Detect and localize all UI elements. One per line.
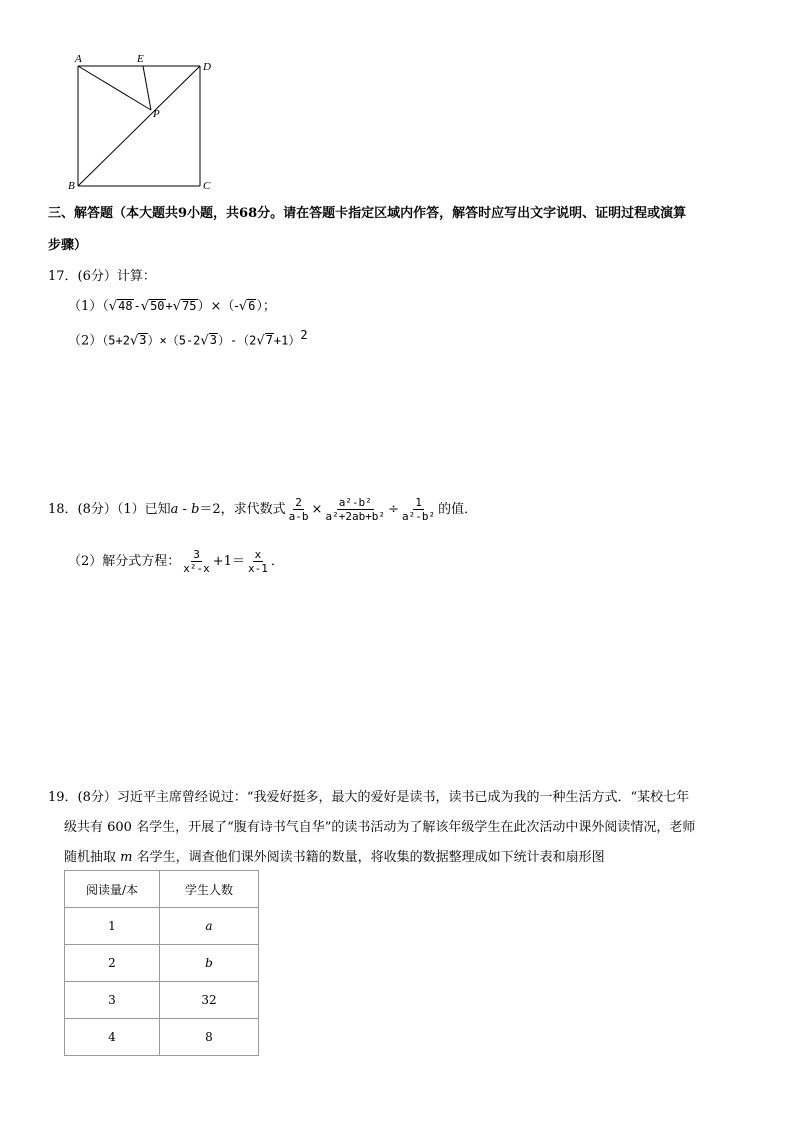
table-row <box>65 982 259 1019</box>
label-a: A <box>75 53 82 65</box>
q17-part1-minus: - <box>133 299 141 313</box>
q17-part1-radicand-3: 75 <box>182 299 197 313</box>
label-c: C <box>203 180 211 192</box>
q17-part1-open: （ <box>102 299 109 314</box>
equation-fraction-1-numerator: 3 <box>193 548 200 561</box>
sqrt-icon: √ <box>256 333 265 349</box>
fraction-3-numerator: 1 <box>415 496 422 509</box>
q17-part2-a: （5+2 <box>102 333 130 348</box>
q18-condition-eq: ＝2，求代数式 <box>199 502 286 517</box>
fraction-2-numerator: a²-b² <box>338 496 372 509</box>
q17-part1-radicand-4: 6 <box>248 299 256 313</box>
fraction-1-numerator: 2 <box>295 496 302 509</box>
q18-part2 <box>68 548 284 575</box>
equation-middle: +1＝ <box>212 554 245 569</box>
table-cell: 8 <box>160 1019 259 1056</box>
table-cell: 32 <box>160 982 259 1019</box>
table-cell: a <box>160 908 259 945</box>
table-cell: b <box>160 945 259 982</box>
table-cell: 1 <box>65 908 160 945</box>
q18-part1 <box>48 496 477 523</box>
equation-fraction-1 <box>181 548 212 575</box>
q17-part1 <box>68 295 276 314</box>
q17-part1-plus: + <box>165 299 173 313</box>
label-e: E <box>137 53 144 65</box>
square-figure <box>60 50 230 195</box>
sqrt-icon: √ <box>129 333 139 349</box>
table-header-row <box>65 871 259 908</box>
table-header-cell: 学生人数 <box>160 871 259 908</box>
fraction-3 <box>400 496 437 523</box>
table-row <box>65 908 259 945</box>
q19-line-3-a: 随机抽取 <box>64 850 117 865</box>
equation-fraction-1-denominator: x²-x <box>183 562 210 575</box>
label-p: P <box>153 108 160 120</box>
sqrt-icon: √ <box>108 299 118 314</box>
equation-fraction-2-denominator: x-1 <box>247 562 268 575</box>
q17-part2-b: ）×（5-2 <box>147 333 201 348</box>
q18-condition: a - b <box>170 502 200 517</box>
table-cell: 3 <box>65 982 160 1019</box>
q18-part2-label: （2）解分式方程： <box>68 554 181 569</box>
q17-heading: 17．(6分）计算： <box>48 269 156 284</box>
label-d: D <box>203 61 211 73</box>
times-sign: × <box>311 502 323 517</box>
section-title-cont: 步骤） <box>48 238 88 253</box>
table-row <box>65 945 259 982</box>
fraction-2 <box>323 496 387 523</box>
q18-part1-tail: 的值． <box>438 502 478 517</box>
fraction-1-denominator: a-b <box>288 510 309 523</box>
table-row <box>65 1019 259 1056</box>
table-cell: 2 <box>65 945 160 982</box>
q18-heading: 18．(8分）（1）已知 <box>48 502 171 517</box>
fraction-2-denominator: a²+2ab+b² <box>325 510 386 523</box>
q17-part1-radicand-2: 50 <box>150 299 165 313</box>
segment-ep <box>143 66 151 110</box>
table-header-cell: 阅读量/本 <box>65 871 160 908</box>
divide-sign: ÷ <box>388 502 399 517</box>
q19-line-3-b: 名学生，调查他们课外阅读书籍的数量，将收集的数据整理成如下统计表和扇形图 <box>136 850 605 865</box>
sqrt-icon: √ <box>172 299 182 314</box>
reading-table <box>64 870 259 1056</box>
q17-part1-close: ）×（- <box>197 299 239 314</box>
fraction-3-denominator: a²-b² <box>401 510 436 523</box>
q17-part1-label: （1） <box>68 299 103 314</box>
q17-part2 <box>68 328 308 348</box>
q17-part2-c: ）-（2 <box>217 333 257 348</box>
q19-line-3 <box>64 846 605 865</box>
q19-line-2: 级共有 600 名学生，开展了“腹有诗书气自华”的读书活动为了解该年级学生在此次活动中课外阅读情况，老师 <box>64 820 696 835</box>
equation-tail: ． <box>270 554 284 569</box>
diagonal-bd <box>78 66 200 186</box>
q17-part2-d: +1） <box>273 333 301 348</box>
table-cell: 4 <box>65 1019 160 1056</box>
q17-part2-exponent: 2 <box>300 328 308 342</box>
equation-fraction-2-numerator: x <box>254 548 262 561</box>
fraction-1 <box>287 496 311 523</box>
q17-part2-radicand-3: 7 <box>265 333 273 348</box>
equation-fraction-2 <box>246 548 270 575</box>
q17-part2-radicand-1: 3 <box>139 333 147 348</box>
q17-part2-radicand-2: 3 <box>209 333 217 348</box>
q19-line-3-m: m <box>120 850 133 865</box>
section-title: 三、解答题（本大题共9小题，共68分。请在答题卡指定区域内作答，解答时应写出文字说明、证明过程或演算 <box>48 206 687 221</box>
sqrt-icon: √ <box>140 299 150 314</box>
q17-part2-label: （2） <box>68 333 103 349</box>
q17-part1-radicand-1: 48 <box>118 299 133 313</box>
segment-ap <box>78 66 151 110</box>
q19-line-1: 19．(8分）习近平主席曾经说过：“我爱好挺多，最大的爱好是读书，读书已成为我的一种生活方式．“某校七年 <box>48 790 690 805</box>
sqrt-icon: √ <box>200 333 209 349</box>
label-b: B <box>68 180 75 192</box>
q17-part1-end: ）； <box>256 299 276 314</box>
sqrt-icon: √ <box>238 299 248 314</box>
